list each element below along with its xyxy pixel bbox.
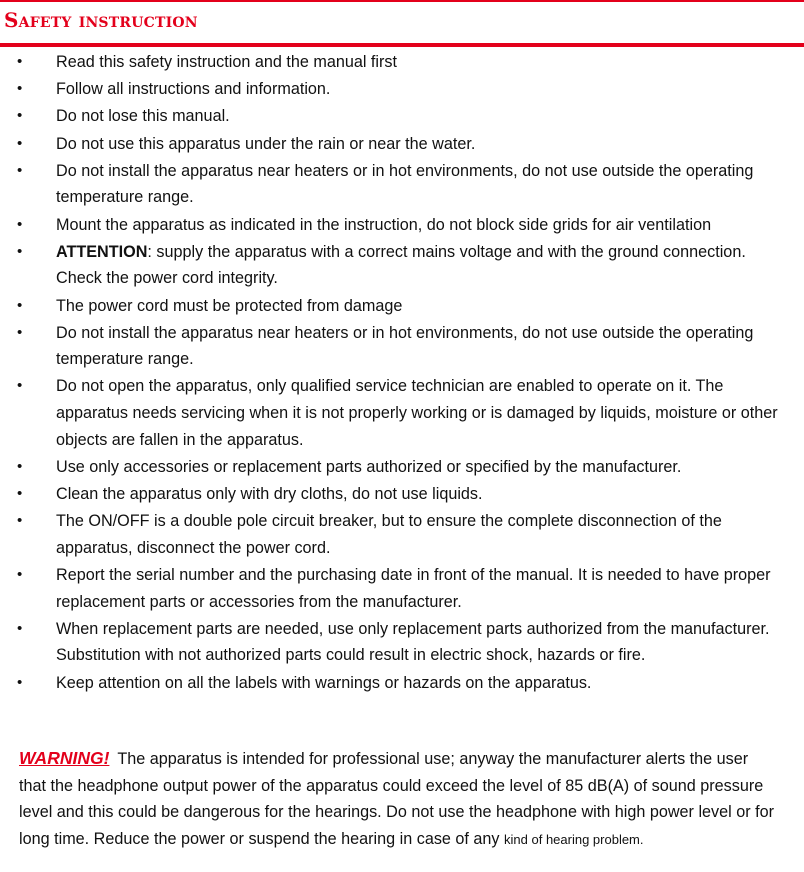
bullet-icon: •: [17, 215, 23, 233]
list-item: • Use only accessories or replacement parts authorized or specified by the manufacturer.: [0, 454, 780, 481]
bullet-icon: •: [17, 512, 23, 530]
list-item: • Follow all instructions and information.: [0, 76, 780, 103]
bullet-icon: •: [17, 619, 23, 637]
list-item: • Clean the apparatus only with dry cloths, do not use liquids.: [0, 481, 780, 508]
bullet-icon: •: [17, 296, 23, 314]
bullet-icon: •: [17, 242, 23, 260]
attention-label: ATTENTION: [56, 242, 148, 261]
list-item: • The ON/OFF is a double pole circuit breaker, but to ensure the complete disconnection of the apparatus, disconnect the power cord.: [0, 508, 780, 561]
bullet-icon: •: [17, 457, 23, 475]
safety-instruction-list: [0, 49, 780, 697]
bullet-icon: •: [17, 673, 23, 691]
warning-label: WARNING!: [19, 748, 110, 768]
warning-small-text: kind of hearing problem.: [504, 831, 644, 847]
list-item: • When replacement parts are needed, use only replacement parts authorized from the manufacturer. Substitution with not authorized parts could result in electric shock, hazards or fire.: [0, 616, 780, 669]
bullet-icon: •: [17, 80, 23, 98]
list-item: • Read this safety instruction and the manual first: [0, 49, 780, 76]
list-item: • Do not lose this manual.: [0, 103, 780, 130]
list-item: • Mount the apparatus as indicated in the instruction, do not block side grids for air ventilation: [0, 212, 780, 239]
list-item: • Do not use this apparatus under the rain or near the water.: [0, 131, 780, 158]
list-item-attention: • ATTENTION: supply the apparatus with a correct mains voltage and with the ground connection. Check the power cord integrity.: [0, 239, 780, 292]
list-item: • The power cord must be protected from damage: [0, 293, 780, 320]
bullet-icon: •: [17, 161, 23, 179]
section-heading: Safety instruction: [4, 8, 198, 32]
list-item: • Do not install the apparatus near heaters or in hot environments, do not use outside the operating temperature range.: [0, 158, 780, 211]
list-item: • Keep attention on all the labels with warnings or hazards on the apparatus.: [0, 670, 780, 697]
top-rule: [0, 0, 804, 2]
warning-text: The apparatus is intended for professional use; anyway the manufacturer alerts the user that the headphone output power of the apparatus could exceed the level of 85 dB(A) of sound pressure level and this could be dangerous for the hearings. Do not use the headphone with high power level or for long time. Reduce the power or suspend the hearing in case of any: [19, 750, 775, 848]
bullet-icon: •: [17, 107, 23, 125]
warning-paragraph: [19, 745, 779, 853]
list-item: • Report the serial number and the purchasing date in front of the manual. It is needed to have proper replacement parts or accessories from the manufacturer.: [0, 562, 780, 615]
bullet-icon: •: [17, 323, 23, 341]
list-item: • Do not install the apparatus near heaters or in hot environments, do not use outside the operating temperature range.: [0, 320, 780, 373]
list-item: • Do not open the apparatus, only qualified service technician are enabled to operate on it. The apparatus needs servicing when it is not properly working or is damaged by liquids, moisture or other objects are fallen in the apparatus.: [0, 373, 780, 453]
bullet-icon: •: [17, 53, 23, 70]
bullet-icon: •: [17, 566, 23, 583]
bullet-icon: •: [17, 134, 23, 152]
bullet-icon: •: [17, 485, 23, 503]
bullet-icon: •: [17, 377, 23, 395]
heading-underline: [0, 43, 804, 47]
